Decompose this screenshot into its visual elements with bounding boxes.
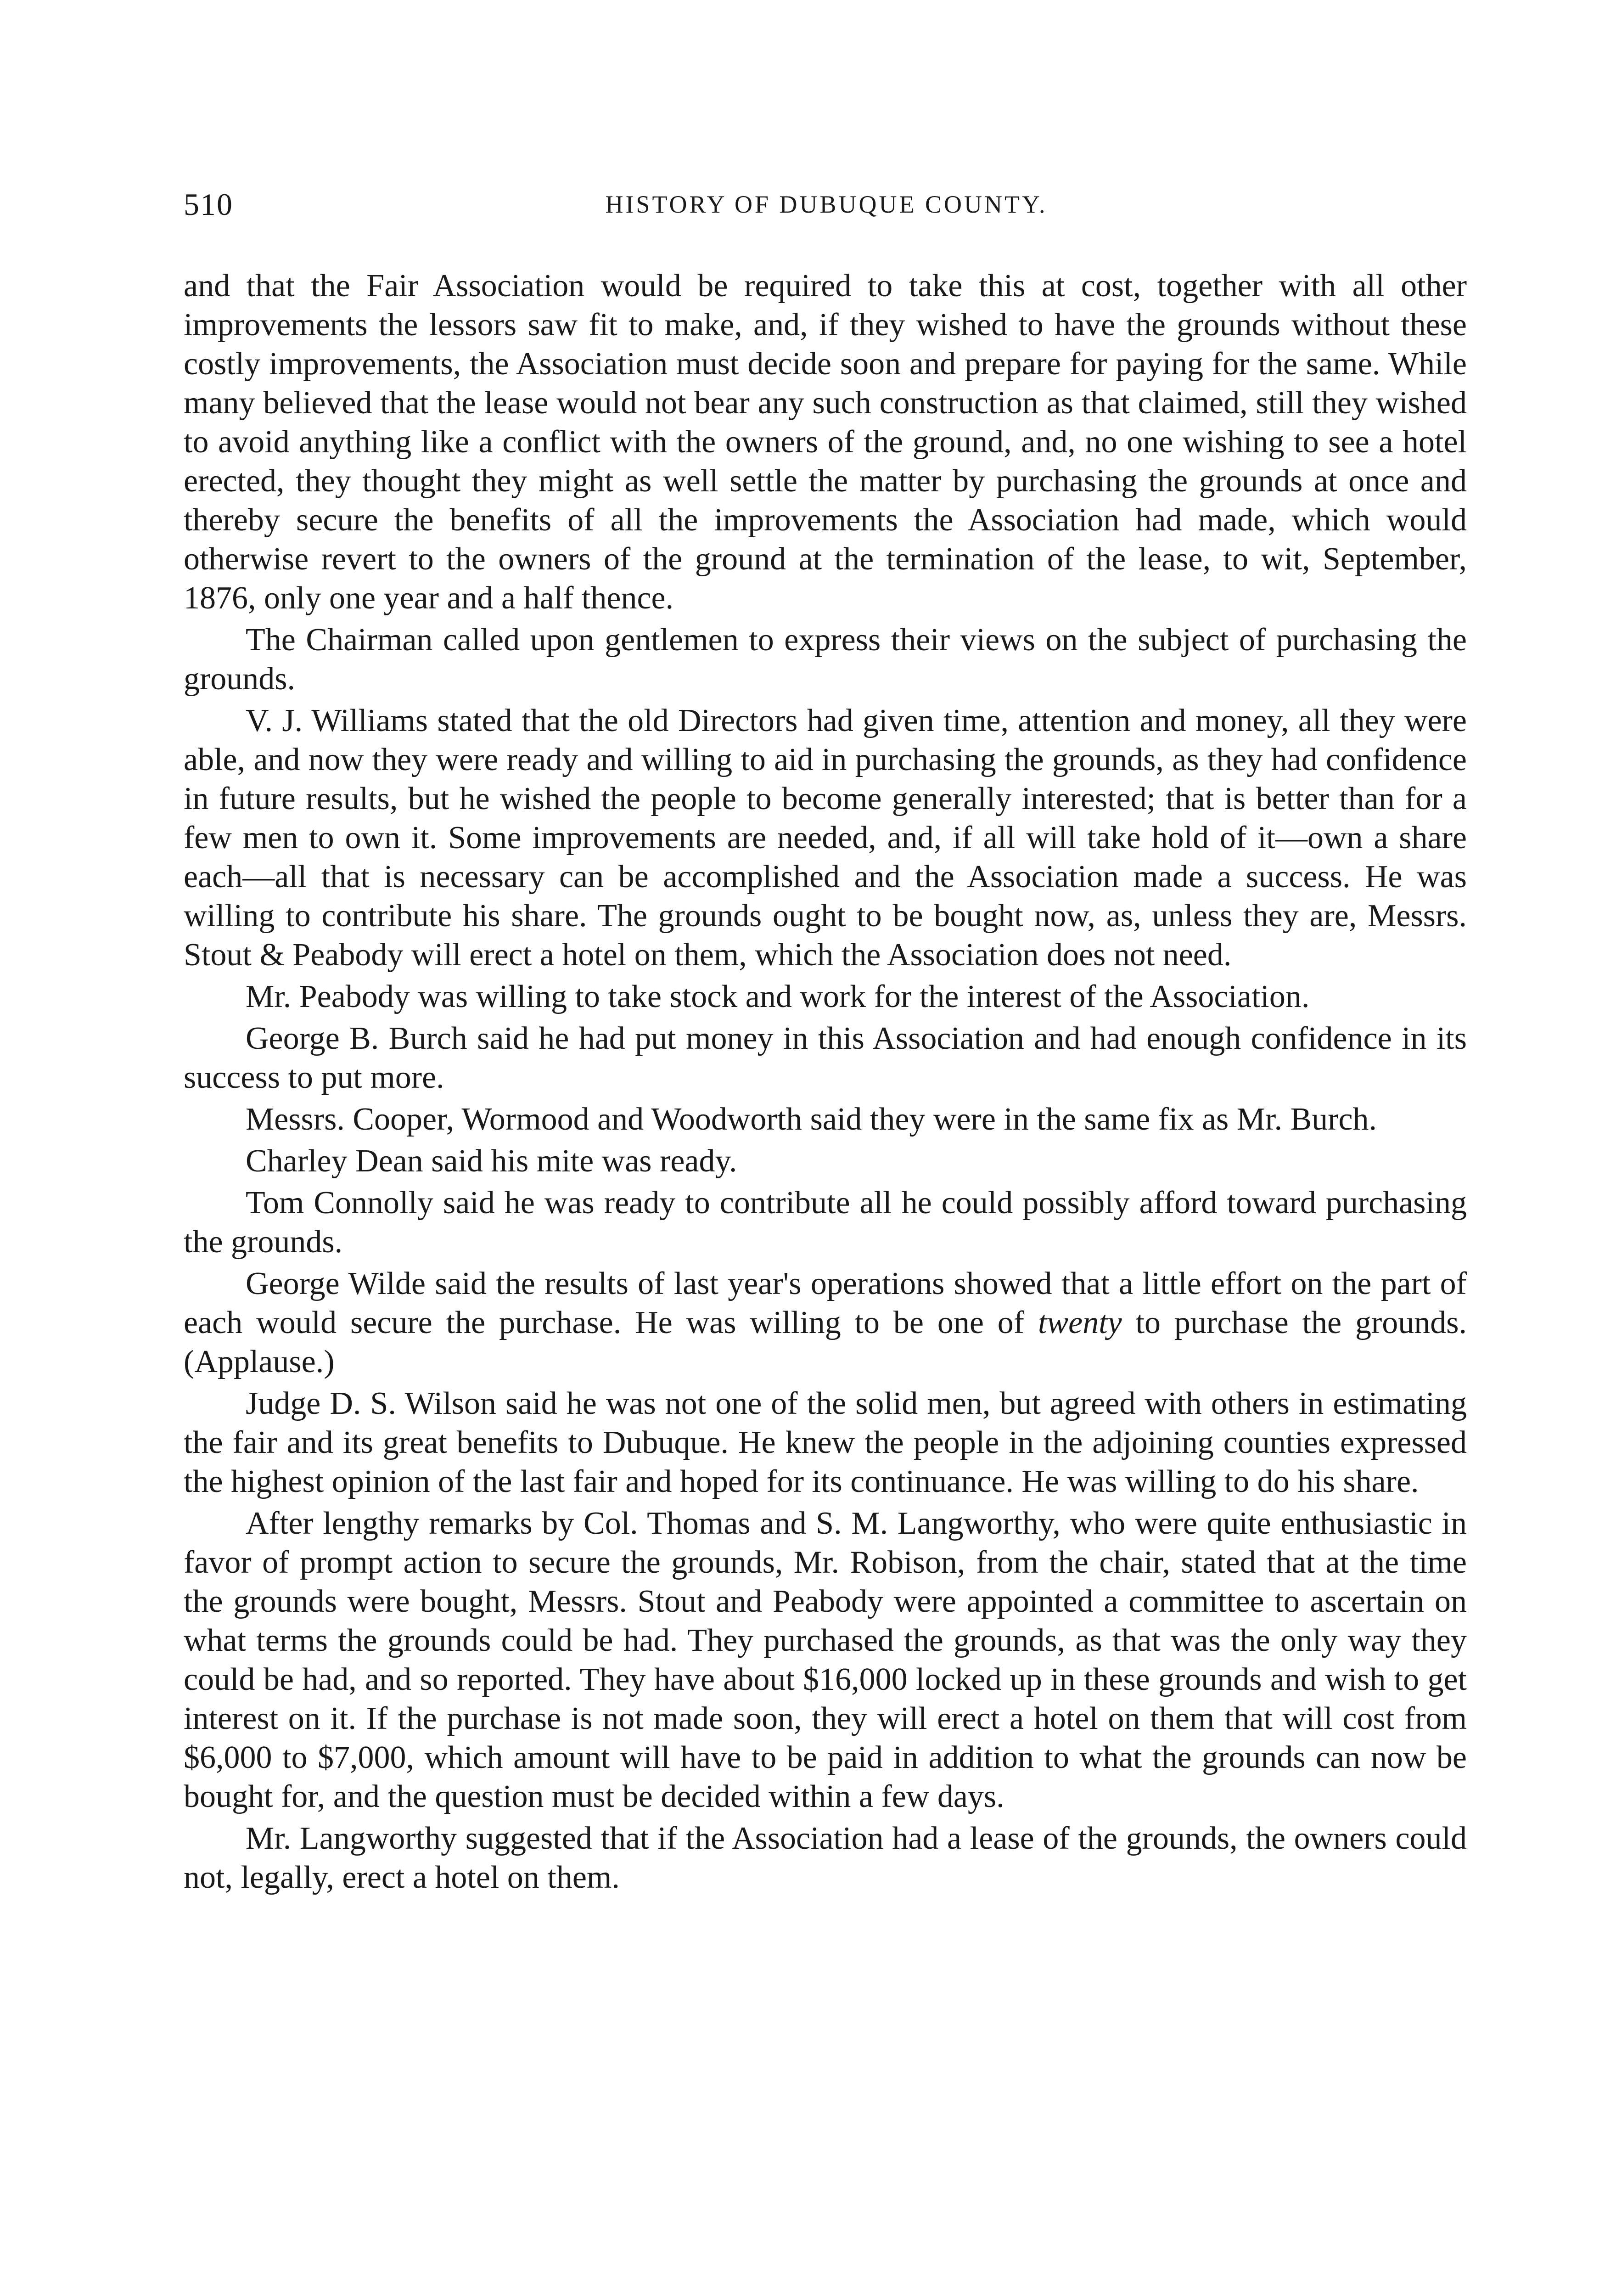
paragraph-wilde: George Wilde said the results of last year's operations showed that a little effort on the part of each would secure the purchase. He was willing to be one of twenty to purchase the grounds. (Applause.): [184, 1266, 1467, 1379]
paragraph-cooper: Messrs. Cooper, Wormood and Woodworth said they were in the same fix as Mr. Burch.: [246, 1102, 1377, 1137]
paragraph-burch: George B. Burch said he had put money in this Association and had enough confidence in its success to put more.: [184, 1021, 1467, 1095]
paragraph-langworthy: Mr. Langworthy suggested that if the Association had a lease of the grounds, the owners could not, legally, erect a hotel on them.: [184, 1821, 1467, 1895]
paragraph-dean: Charley Dean said his mite was ready.: [246, 1143, 737, 1179]
page-number: 510: [184, 187, 233, 222]
paragraph-wilson: Judge D. S. Wilson said he was not one of the solid men, but agreed with others in estimating the fair and its great benefits to Dubuque. He knew the people in the adjoining counties expressed the highest opinion of the last fair and hoped for its continuance. He was willing to do his share.: [184, 1386, 1467, 1499]
paragraph-peabody: Mr. Peabody was willing to take stock and work for the interest of the Association.: [246, 979, 1310, 1014]
body-text: [184, 266, 1467, 1900]
paragraph-williams: V. J. Williams stated that the old Directors had given time, attention and money, all they were able, and now they were ready and willing to aid in purchasing the grounds, as they had confidence in future results, but he wished the people to become generally interested; that is better than for a few men to own it. Some improvements are needed, and, if all will take hold of it—own a share each—all that is necessary can be accomplished and the Association made a success. He was willing to contribute his share. The grounds ought to be bought now, as, unless they are, Messrs. Stout & Peabody will erect a hotel on them, which the Association does not need.: [184, 703, 1467, 973]
running-title: HISTORY OF DUBUQUE COUNTY.: [605, 191, 1048, 218]
paragraph-connolly: Tom Connolly said he was ready to contribute all he could possibly afford toward purchasing the grounds.: [184, 1185, 1467, 1260]
paragraph-robison: After lengthy remarks by Col. Thomas and S. M. Langworthy, who were quite enthusiastic in favor of prompt action to secure the grounds, Mr. Robison, from the chair, stated that at the time the grounds were bought, Messrs. Stout and Peabody were appointed a committee to ascertain on what terms the grounds could be had. They purchased the grounds, as that was the only way they could be had, and so reported. They have about $16,000 locked up in these grounds and wish to get interest on it. If the purchase is not made soon, they will erect a hotel on them that will cost from $6,000 to $7,000, which amount will have to be paid in addition to what the grounds can now be bought for, and the question must be decided within a few days.: [184, 1506, 1467, 1814]
paragraph-chairman: The Chairman called upon gentlemen to express their views on the subject of purchasing the grounds.: [184, 622, 1467, 697]
paragraph-continued: and that the Fair Association would be required to take this at cost, together with all other improvements the lessors saw fit to make, and, if they wished to have the grounds without these costly improvements, the Association must decide soon and prepare for paying for the same. While many believed that the lease would not bear any such construction as that claimed, still they wished to avoid anything like a conflict with the owners of the ground, and, no one wishing to see a hotel erected, they thought they might as well settle the matter by purchasing the grounds at once and thereby secure the benefits of all the improvements the Association had made, which would otherwise revert to the owners of the ground at the termination of the lease, to wit, September, 1876, only one year and a half thence.: [184, 268, 1467, 616]
emphasis-twenty: twenty: [1038, 1305, 1122, 1340]
running-head: [184, 184, 1469, 225]
